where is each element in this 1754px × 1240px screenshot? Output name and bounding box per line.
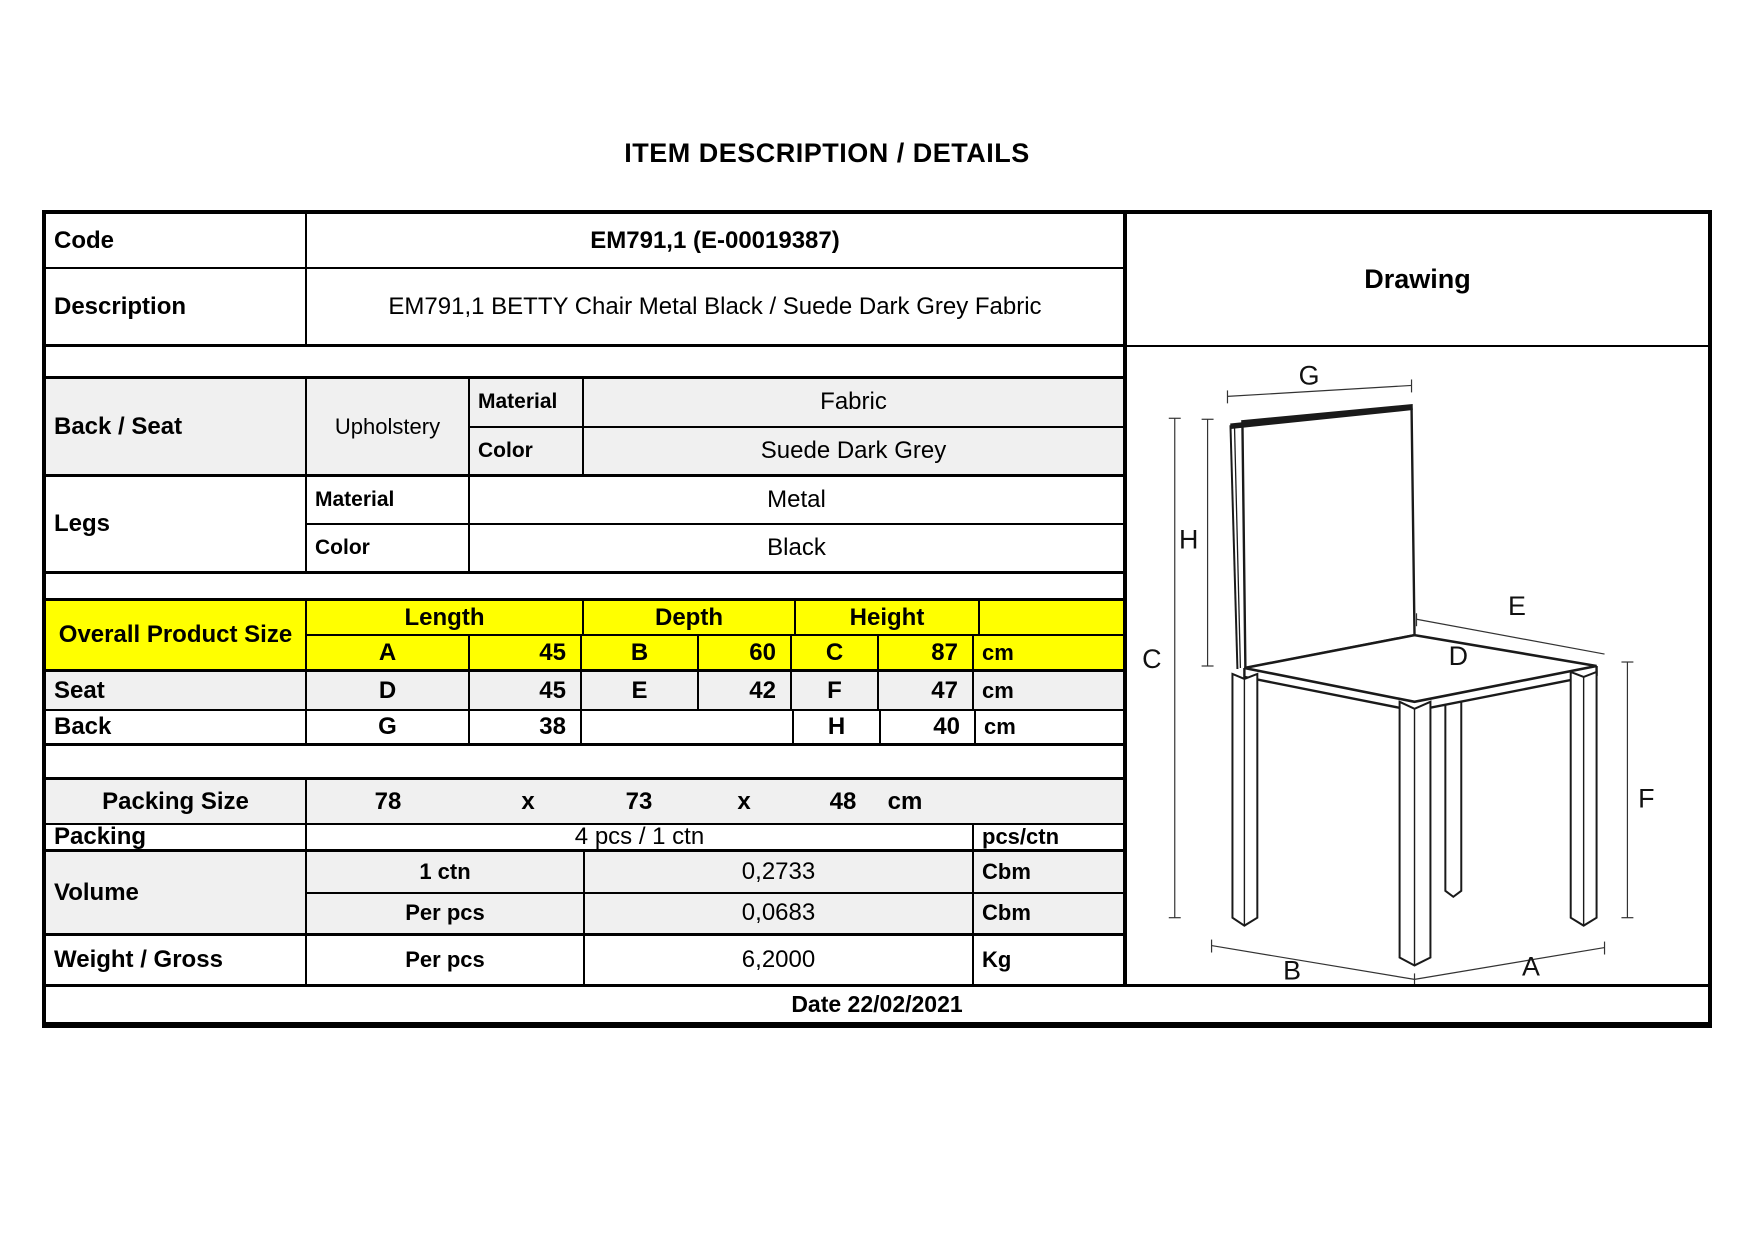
- packing-x-2: x: [737, 787, 751, 815]
- size-header-row: [307, 601, 1123, 634]
- legs-color-row: [307, 523, 1123, 571]
- upholstery-material-row: [470, 379, 1123, 426]
- back-seat-block: [46, 379, 1123, 477]
- code-row: [46, 214, 1123, 269]
- volume-block: [46, 852, 1123, 936]
- dim-key-g: G: [307, 711, 470, 743]
- dim-val-h: 40: [881, 711, 976, 743]
- upholstery-material-value: Fabric: [820, 388, 887, 416]
- description-label: Description: [46, 269, 307, 344]
- back-unit: cm: [984, 714, 1016, 739]
- back-empty-cell: [582, 711, 794, 743]
- weight-row: [46, 936, 1123, 984]
- legs-block: [46, 477, 1123, 574]
- chair-drawing: [1127, 347, 1708, 984]
- packing-row: [46, 825, 1123, 852]
- dim-key-c: C: [792, 636, 879, 669]
- page-title: ITEM DESCRIPTION / DETAILS: [624, 138, 1030, 168]
- weight-value: 6,2000: [585, 936, 974, 984]
- upholstery-label: Upholstery: [307, 379, 470, 474]
- dim-val-c: 87: [879, 636, 974, 669]
- dim-label-b: B: [1283, 955, 1302, 984]
- spacer-row: [46, 746, 1123, 780]
- dim-label-e: E: [1508, 591, 1526, 622]
- legs-label: Legs: [46, 477, 307, 571]
- material-label: Material: [470, 379, 584, 426]
- code-label: Code: [46, 214, 307, 267]
- legs-material-value: Metal: [767, 486, 826, 513]
- volume-pcs-row: [307, 892, 1123, 934]
- code-value: EM791,1 (E-00019387): [590, 226, 840, 254]
- dim-label-h: H: [1178, 524, 1199, 555]
- dim-key-f: F: [792, 672, 879, 709]
- packing-row-unit: pcs/ctn: [982, 825, 1060, 849]
- chair-outline: [1230, 405, 1596, 965]
- dim-val-g: 38: [470, 711, 582, 743]
- volume-pcs-qty: Per pcs: [307, 894, 585, 934]
- overall-values-row: [307, 634, 1123, 669]
- dim-key-h: H: [794, 711, 881, 743]
- volume-ctn-value: 0,2733: [585, 852, 974, 892]
- back-label: Back: [46, 711, 307, 743]
- back-seat-label: Back / Seat: [46, 379, 307, 474]
- weight-unit: Kg: [982, 947, 1012, 972]
- packing-dim-3: 48: [829, 787, 857, 815]
- upholstery-color-value: Suede Dark Grey: [760, 436, 947, 464]
- packing-label: Packing: [46, 825, 307, 849]
- depth-header: Depth: [584, 601, 796, 634]
- volume-ctn-unit: Cbm: [982, 858, 1031, 884]
- length-header: Length: [307, 601, 584, 634]
- dim-label-c: C: [1142, 643, 1162, 674]
- dim-label-a: A: [1521, 951, 1540, 982]
- date-text: Date 22/02/2021: [791, 991, 963, 1017]
- dim-val-f: 47: [879, 672, 974, 709]
- overall-size-block: [46, 601, 1123, 672]
- back-row: [46, 711, 1123, 746]
- sheet-main: [46, 214, 1708, 984]
- overall-unit: cm: [982, 639, 1014, 665]
- details-table: [46, 214, 1127, 984]
- color-label: Color: [470, 428, 584, 475]
- packing-size-label: Packing Size: [46, 780, 307, 823]
- legs-material-row: [307, 477, 1123, 523]
- description-value: EM791,1 BETTY Chair Metal Black / Suede Dark Grey Fabric: [388, 292, 1042, 320]
- dim-val-e: 42: [699, 672, 792, 709]
- dim-val-d: 45: [470, 672, 582, 709]
- drawing-column: [1127, 214, 1708, 984]
- legs-color-label: Color: [307, 525, 470, 571]
- dim-key-d: D: [307, 672, 470, 709]
- weight-label: Weight / Gross: [46, 936, 307, 984]
- volume-label: Volume: [46, 852, 307, 933]
- spacer-row: [46, 347, 1123, 379]
- legs-color-value: Black: [767, 534, 826, 561]
- spacer-row: [46, 574, 1123, 601]
- packing-x-1: x: [521, 787, 535, 815]
- packing-value: 4 pcs / 1 ctn: [307, 825, 974, 849]
- dim-val-a: 45: [470, 636, 582, 669]
- date-row: [46, 984, 1708, 1022]
- dim-key-b: B: [582, 636, 699, 669]
- unit-header-cell: [980, 601, 1123, 634]
- overall-size-label: Overall Product Size: [46, 601, 307, 669]
- drawing-header: Drawing: [1127, 214, 1708, 347]
- seat-row: [46, 672, 1123, 711]
- volume-ctn-qty: 1 ctn: [307, 852, 585, 892]
- volume-pcs-unit: Cbm: [982, 900, 1031, 926]
- volume-pcs-value: 0,0683: [585, 894, 974, 934]
- legs-material-label: Material: [307, 477, 470, 523]
- dim-label-f: F: [1638, 783, 1655, 814]
- chair-drawing-svg: [1127, 347, 1708, 984]
- packing-dim-2: 73: [625, 787, 653, 815]
- packing-size-row: [46, 780, 1123, 825]
- dim-key-a: A: [307, 636, 470, 669]
- packing-unit: cm: [887, 787, 923, 815]
- weight-qty: Per pcs: [307, 936, 585, 984]
- upholstery-color-row: [470, 426, 1123, 475]
- spec-table: [42, 210, 1712, 1028]
- packing-size-values: [307, 780, 1123, 823]
- dim-val-b: 60: [699, 636, 792, 669]
- description-row: [46, 269, 1123, 347]
- volume-ctn-row: [307, 852, 1123, 892]
- height-header: Height: [796, 601, 980, 634]
- dim-key-e: E: [582, 672, 699, 709]
- seat-label: Seat: [46, 672, 307, 709]
- dim-label-d: D: [1448, 641, 1468, 672]
- seat-unit: cm: [982, 677, 1014, 703]
- packing-dim-1: 78: [374, 787, 402, 815]
- dim-label-g: G: [1298, 360, 1320, 391]
